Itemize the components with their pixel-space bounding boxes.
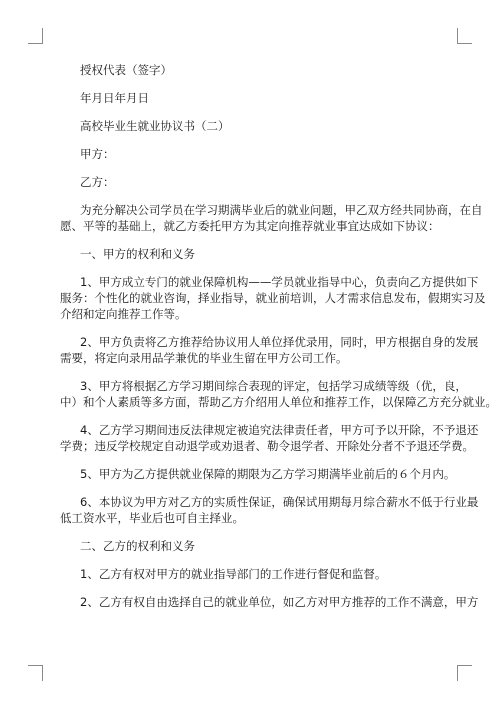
clause-line: 中）和个人素质等多方面，帮助乙方介绍用人单位和推荐工作，以保障乙方充分就业。 bbox=[60, 395, 497, 409]
date-line: 年月日年月日 bbox=[80, 91, 149, 105]
document-body bbox=[60, 62, 497, 622]
signature-label: 授权代表（签字） bbox=[80, 63, 172, 77]
party-b-label: 乙方： bbox=[80, 175, 115, 189]
crop-mark-bottom-right bbox=[458, 665, 472, 666]
clause-line: 1、甲方成立专门的就业保障机构——学员就业指导中心，负责向乙方提供如下 bbox=[80, 275, 479, 289]
crop-mark-top-right bbox=[458, 43, 472, 44]
clause-b-1 bbox=[60, 566, 440, 582]
intro-line: 愿、平等的基础上，就乙方委托甲方为其定向推荐就业事宜达成如下协议： bbox=[60, 219, 440, 233]
agreement-title: 高校毕业生就业协议书（二） bbox=[80, 119, 230, 133]
crop-mark-top-left-vertical bbox=[42, 28, 43, 44]
section-heading-party-a: 一、甲方的权利和义务 bbox=[80, 247, 195, 261]
clause-line: 学费；违反学校规定自动退学或劝退者、勒令退学者、开除处分者不予退还学费。 bbox=[60, 439, 474, 453]
clause-line: 服务：个性化的就业咨询，择业指导，就业前培训，人才需求信息发布，假期实习及 bbox=[60, 291, 486, 305]
clause-line: 3、甲方将根据乙方学习期间综合表现的评定，包括学习成绩等级（优，良， bbox=[80, 379, 467, 393]
clause-line: 6、本协议为甲方对乙方的实质性保证，确保试用期每月综合薪水不低于行业最 bbox=[80, 495, 479, 509]
clause-b-2 bbox=[60, 594, 479, 610]
clause-line: 低工资水平，毕业后也可自主择业。 bbox=[60, 511, 244, 525]
crop-mark-top-right-vertical bbox=[457, 28, 458, 44]
crop-mark-bottom-left bbox=[28, 665, 42, 666]
clause-line: 5、甲方为乙方提供就业保障的期限为乙方学习期满毕业前后的６个月内。 bbox=[80, 467, 456, 481]
clause-line: 4、乙方学习期间违反法律规定被追究法律责任者，甲方可予以开除，不予退还 bbox=[80, 423, 479, 437]
clause-line: 需要，将定向录用品学兼优的毕业生留在甲方公司工作。 bbox=[60, 351, 348, 365]
clause-2 bbox=[60, 334, 479, 366]
clause-line: 2、乙方有权自由选择自己的就业单位，如乙方对甲方推荐的工作不满意，甲方 bbox=[80, 595, 479, 609]
intro-line: 为充分解决公司学员在学习期满毕业后的就业问题，甲乙双方经共同协商，在自 bbox=[80, 203, 483, 217]
crop-mark-bottom-right-vertical bbox=[457, 665, 458, 681]
intro-paragraph bbox=[60, 202, 483, 234]
party-a-label: 甲方： bbox=[80, 147, 115, 161]
clause-1 bbox=[60, 274, 486, 322]
section-heading-party-b: 二、乙方的权利和义务 bbox=[80, 539, 195, 553]
clause-line: 介绍和定向推荐工作等。 bbox=[60, 307, 187, 321]
clause-4 bbox=[60, 422, 479, 454]
crop-mark-top-left bbox=[28, 43, 42, 44]
crop-mark-bottom-left-vertical bbox=[42, 665, 43, 681]
clause-6 bbox=[60, 494, 479, 526]
clause-line: 2、甲方负责将乙方推荐给协议用人单位择优录用，同时，甲方根据自身的发展 bbox=[80, 335, 479, 349]
clause-3 bbox=[60, 378, 497, 410]
clause-5 bbox=[60, 466, 456, 482]
clause-line: 1、乙方有权对甲方的就业指导部门的工作进行督促和监督。 bbox=[80, 567, 387, 581]
